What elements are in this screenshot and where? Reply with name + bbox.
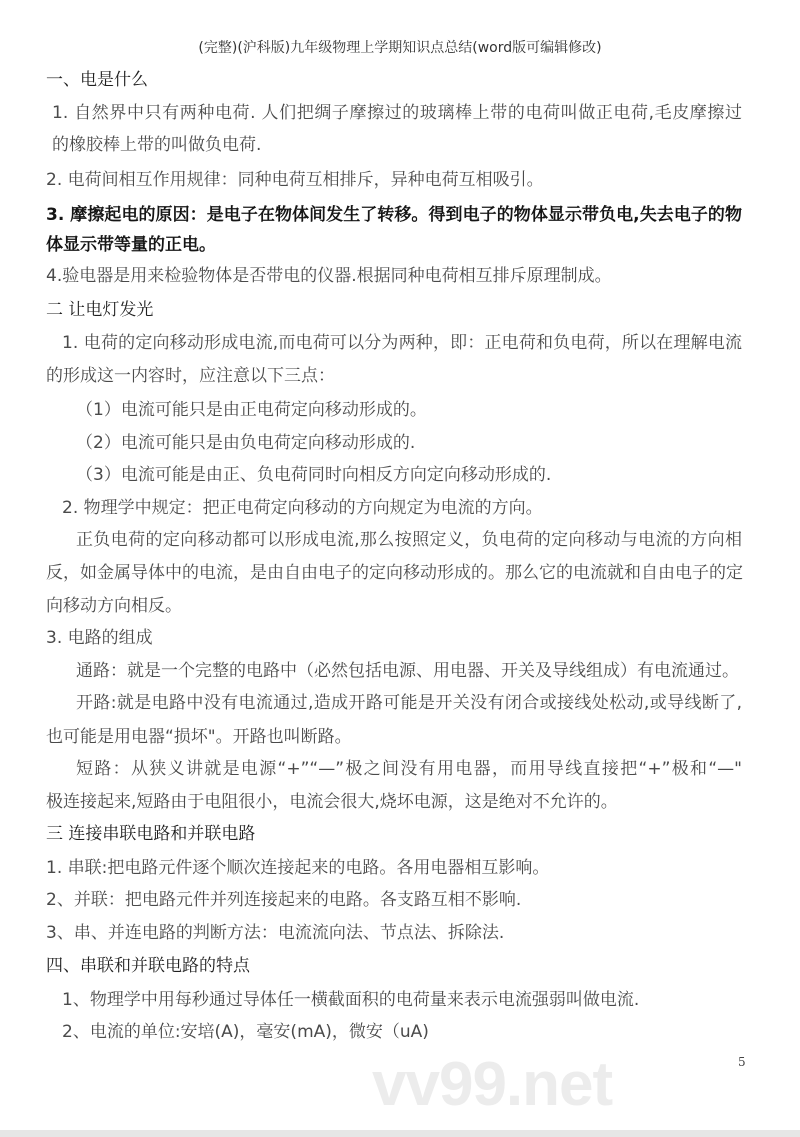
paragraph: 3. 摩擦起电的原因：是电子在物体间发生了转移。得到电子的物体显示带负电,失去电子的物 [46,205,742,225]
paragraph: 1. 电荷的定向移动形成电流,而电荷可以分为两种，即：正电荷和负电荷，所以在理解电流 [62,333,742,353]
paragraph: 也可能是用电器“损坏"。开路也叫断路。 [46,727,352,747]
section-4-heading: 四、串联和并联电路的特点 [46,956,250,976]
paragraph: 1、物理学中用每秒通过导体任一横截面积的电荷量来表示电流强弱叫做电流. [62,990,640,1010]
paragraph: 2、并联：把电路元件并列连接起来的电路。各支路互相不影响. [46,890,522,910]
paragraph: 4.验电器是用来检验物体是否带电的仪器.根据同种电荷相互排斥原理制成。 [46,266,612,286]
page-number: 5 [738,1055,746,1069]
subsection-heading: 3. 电路的组成 [46,628,153,648]
section-3-heading: 三 连接串联电路和并联电路 [46,824,256,844]
paragraph: 2. 物理学中规定：把正电荷定向移动的方向规定为电流的方向。 [62,498,543,518]
list-item: （3）电流可能是由正、负电荷同时向相反方向定向移动形成的. [76,465,552,485]
watermark: vv99.net [372,1050,613,1119]
paragraph: 体显示带等量的正电。 [46,235,216,255]
paragraph: 正负电荷的定向移动都可以形成电流,那么按照定义，负电荷的定向移动与电流的方向相 [76,530,742,550]
paragraph: 的橡胶棒上带的叫做负电荷. [52,135,262,155]
paragraph: 极连接起来,短路由于电阻很小，电流会很大,烧坏电源，这是绝对不允许的。 [46,792,618,812]
paragraph: 短路：从狭义讲就是电源“+”“—”极之间没有用电器，而用导线直接把“+”极和“—" [76,759,742,779]
page-bottom-border [0,1130,800,1137]
paragraph: 开路:就是电路中没有电流通过,造成开路可能是开关没有闭合或接线处松动,或导线断了, [76,693,742,713]
document-header: (完整)(沪科版)九年级物理上学期知识点总结(word版可编辑修改) [198,40,602,56]
paragraph: 2、电流的单位:安培(A)，毫安(mA)，微安（uA) [62,1022,429,1042]
paragraph: 1. 自然界中只有两种电荷. 人们把绸子摩擦过的玻璃棒上带的电荷叫做正电荷,毛皮摩擦过 [52,103,742,123]
list-item: （2）电流可能只是由负电荷定向移动形成的. [76,433,416,453]
paragraph: 向移动方向相反。 [46,596,182,616]
paragraph: 3、串、并连电路的判断方法：电流流向法、节点法、拆除法. [46,923,505,943]
paragraph: 反，如金属导体中的电流，是由自由电子的定向移动形成的。那么它的电流就和自由电子的定 [46,563,743,583]
section-2-heading: 二 让电灯发光 [46,300,154,320]
list-item: （1）电流可能只是由正电荷定向移动形成的。 [76,400,427,420]
paragraph: 2. 电荷间相互作用规律：同种电荷互相排斥，异种电荷互相吸引。 [46,170,544,190]
paragraph: 通路：就是一个完整的电路中（必然包括电源、用电器、开关及导线组成）有电流通过。 [76,661,739,681]
paragraph: 的形成这一内容时，应注意以下三点： [46,366,335,386]
section-1-heading: 一、电是什么 [46,70,148,90]
paragraph: 1. 串联:把电路元件逐个顺次连接起来的电路。各用电器相互影响。 [46,858,550,878]
